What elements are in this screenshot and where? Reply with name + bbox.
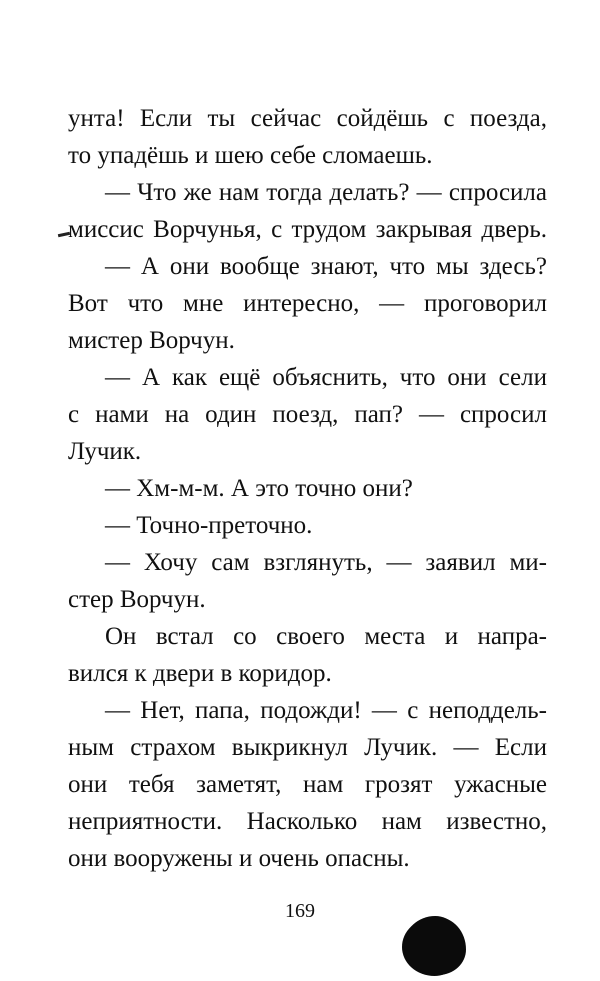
text-line: — Нет, папа, подожди! — с неподдель- [105, 697, 547, 724]
text-line: неприятности. Насколько нам известно, [68, 808, 547, 835]
text-line: — А они вообще знают, что мы здесь? [105, 253, 547, 280]
text-line: — Хм-м-м. А это точно они? [105, 475, 413, 502]
text-line: унта! Если ты сейчас сойдёшь с поезда, [68, 105, 547, 132]
text-line: — Точно-преточно. [105, 512, 313, 539]
text-line: они вооружены и очень опасны. [68, 845, 410, 872]
text-line: то упадёшь и шею себе сломаешь. [68, 142, 433, 169]
text-line: с нами на один поезд, пап? — спросил [68, 401, 547, 428]
text-line: — Что же нам тогда делать? — спросила [105, 179, 547, 206]
text-line: — А как ещё объяснить, что они сели [105, 364, 547, 391]
text-line: они тебя заметят, нам грозят ужасные [68, 771, 547, 798]
text-line: мистер Ворчун. [68, 327, 235, 354]
text-line: Он встал со своего места и напра- [105, 623, 547, 650]
text-line: миссис Ворчунья, с трудом закрывая дверь. [68, 216, 547, 243]
ink-blot [404, 916, 464, 974]
text-line: стер Ворчун. [68, 586, 206, 613]
page-number: 169 [285, 900, 315, 922]
text-line: — Хочу сам взглянуть, — заявил ми- [105, 549, 547, 576]
text-line: Лучик. [68, 438, 142, 465]
text-line: ным страхом выкрикнул Лучик. — Если [68, 734, 547, 761]
text-line: Вот что мне интересно, — проговорил [68, 290, 547, 317]
text-line: вился к двери в коридор. [68, 660, 332, 687]
